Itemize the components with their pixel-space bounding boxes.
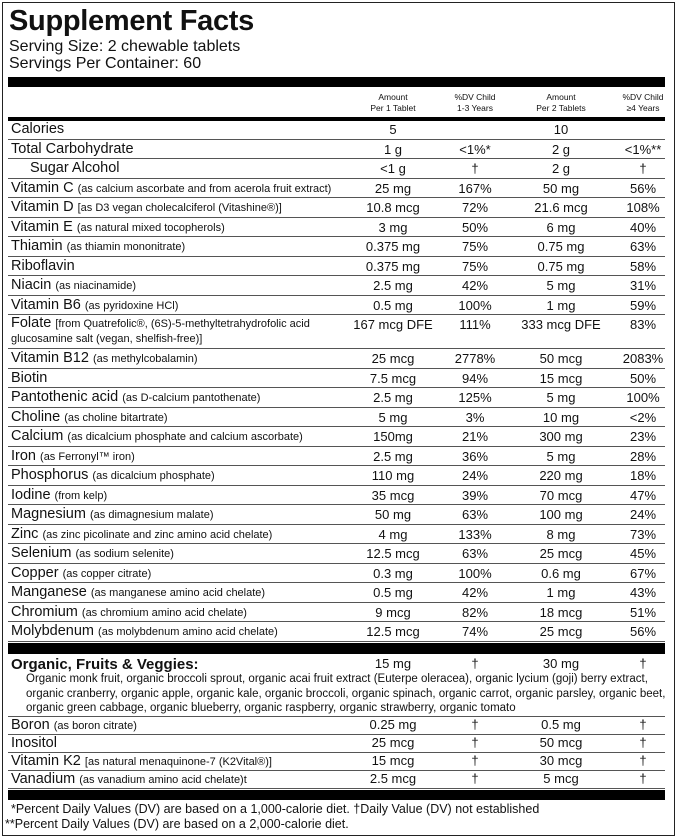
amount-per-1-tablet: 150mg — [373, 429, 413, 444]
amount-per-1-tablet: 4 mg — [378, 526, 408, 542]
dv-child-4plus: 58% — [629, 258, 657, 274]
dv-child-4plus: 108% — [626, 200, 660, 215]
amount-per-2-tablets: 6 mg — [546, 219, 576, 235]
amount-per-1-tablet: 5 — [389, 122, 397, 137]
nutrient-source: [as D3 vegan cholecalciferol (Vitashine®)] — [77, 202, 282, 214]
table-row — [8, 237, 665, 257]
nutrient-source: (as choline bitartrate) — [64, 411, 168, 424]
dv-child-4plus: 73% — [629, 526, 657, 542]
nutrient-name-cell — [11, 219, 225, 237]
nutrient-source: (as niacinamide) — [55, 280, 137, 292]
table-row — [8, 349, 665, 369]
nutrient-source: (as boron citrate) — [53, 720, 137, 732]
table-row — [8, 315, 665, 349]
nutrient-name-cell — [11, 180, 331, 198]
dv-child-1-3: 111% — [459, 317, 491, 332]
table-row — [8, 276, 665, 296]
nutrient-name: Phosphorus — [11, 467, 89, 483]
nutrient-name-cell — [11, 238, 185, 256]
amount-per-2-tablets: 2 g — [551, 161, 571, 176]
table-row — [8, 408, 665, 428]
amount-per-1-tablet: 12.5 mcg — [366, 546, 420, 561]
amount-per-2-tablets: 50 mcg — [539, 351, 583, 366]
nutrient-source: (as sodium selenite) — [75, 548, 174, 560]
amount-per-2-tablets: 50 mcg — [539, 735, 583, 750]
dv-child-1-3: † — [471, 753, 479, 768]
nutrient-source: (as dicalcium phosphate) — [92, 470, 215, 482]
column-header-dv-child-1-3: %DV Child 1-3 Years — [454, 92, 496, 113]
dv-child-1-3: 75% — [461, 258, 489, 274]
thick-divider — [8, 790, 665, 800]
nutrient-name-cell — [11, 199, 282, 217]
thick-divider — [8, 77, 665, 87]
nutrient-name-cell — [11, 258, 75, 275]
nutrient-source: (as molybdenum amino acid chelate) — [98, 626, 278, 638]
nutrient-name: Choline — [11, 408, 61, 425]
table-row — [8, 753, 665, 771]
dv-child-1-3: <1%* — [459, 141, 491, 157]
thick-divider — [8, 643, 665, 654]
nutrient-source: (as chromium amino acid chelate) — [81, 606, 247, 619]
amount-per-2-tablets: 25 mcg — [539, 624, 583, 639]
amount-per-2-tablets: 1 mg — [546, 585, 576, 600]
amount-per-1-tablet: 0.3 mg — [373, 565, 413, 581]
dv-child-4plus: 67% — [629, 565, 657, 581]
nutrient-source: [from Quatrefolic®, (6S)-5-methyltetrahydrofolic acid glucosamine salt (vegan, shelfish-free)] — [11, 318, 310, 345]
amount-per-1-tablet: 25 mg — [374, 180, 412, 196]
nutrient-name-cell — [11, 141, 134, 158]
amount-per-2-tablets: 0.75 mg — [537, 258, 585, 274]
nutrient-name: Calcium — [11, 428, 64, 444]
nutrient-name: Pantothenic acid — [11, 389, 119, 405]
amount-per-1-tablet: 25 mcg — [371, 735, 415, 750]
amount-per-1-tablet: 2.5 mg — [373, 278, 413, 293]
dv-child-1-3: 3% — [465, 409, 485, 425]
table-row — [8, 447, 665, 467]
amount-per-1-tablet: 2.5 mg — [373, 448, 413, 464]
table-row — [8, 218, 665, 238]
dv-child-1-3: 100% — [458, 565, 492, 581]
dv-child-1-3: † — [471, 717, 479, 732]
amount-per-1-tablet: 10.8 mcg — [366, 200, 420, 215]
column-header-amount-1: Amount Per 1 Tablet — [370, 92, 416, 113]
table-row — [8, 525, 665, 545]
dv-child-4plus: 56% — [629, 624, 657, 639]
amount-per-2-tablets: 25 mcg — [539, 546, 583, 561]
nutrient-name: Manganese — [11, 584, 87, 600]
dv-child-1-3: 125% — [458, 390, 492, 405]
nutrient-source: (as vanadium amino acid chelate)t — [79, 774, 247, 786]
footnote-1: *Percent Daily Values (DV) are based on a 1,000-calorie diet. †Daily Value (DV) not established — [11, 802, 540, 816]
table-row — [8, 120, 665, 140]
nutrient-name-cell — [30, 160, 119, 177]
nutrient-name: Sugar Alcohol — [30, 160, 120, 176]
nutrient-table — [8, 120, 665, 642]
nutrient-name: Riboflavin — [11, 257, 75, 274]
nutrient-source: (as Ferronyl™ iron) — [40, 450, 135, 463]
nutrient-name-cell — [11, 771, 247, 788]
nutrient-name: Vitamin D — [11, 199, 74, 215]
table-row — [8, 603, 665, 623]
nutrient-name: Inositol — [11, 735, 57, 751]
amount-per-2-tablets: 0.5 mg — [541, 717, 581, 732]
amount-per-1-tablet: 2.5 mg — [373, 390, 413, 405]
amount-per-2-tablets: 2 g — [551, 141, 571, 157]
nutrient-source: (as dicalcium phosphate and calcium ascorbate) — [67, 431, 303, 443]
nutrient-name: Magnesium — [11, 506, 86, 522]
table-row — [8, 466, 665, 486]
nutrient-name: Niacin — [11, 277, 52, 293]
dv-child-4plus: 28% — [629, 448, 657, 464]
nutrient-name: Folate — [11, 315, 52, 331]
organic-blend-name: Organic, Fruits & Veggies: — [11, 656, 199, 673]
nutrient-name-cell — [11, 316, 356, 346]
table-row — [8, 179, 665, 199]
amount-per-1-tablet: 0.375 mg — [365, 258, 421, 274]
dv-child-4plus: † — [639, 753, 647, 768]
dv-child-4plus: 43% — [629, 585, 657, 600]
dv-child-4plus: † — [639, 735, 647, 750]
column-header-amount-2: Amount Per 2 Tablets — [536, 92, 586, 113]
nutrient-name: Biotin — [11, 369, 48, 386]
nutrient-name: Boron — [11, 717, 50, 733]
dv-child-4plus: 2083% — [622, 351, 664, 366]
dv-child-1-3: 72% — [461, 200, 489, 215]
dv-child-4plus: 100% — [626, 390, 660, 405]
dv-child-4plus: 45% — [629, 546, 657, 561]
dv-child-4plus: † — [639, 717, 647, 732]
dv-child-4plus: † — [639, 771, 647, 786]
amount-per-1-tablet: 1 g — [383, 141, 403, 157]
dv-child-1-3: 75% — [461, 239, 489, 254]
nutrient-name-cell — [11, 370, 47, 387]
table-row — [8, 735, 665, 753]
dv-child-4plus: 18% — [629, 468, 657, 483]
table-row — [8, 505, 665, 525]
dv-child-4plus: 47% — [629, 487, 657, 503]
organic-blend-row — [8, 655, 665, 717]
amount-per-1-tablet: 110 mg — [371, 468, 415, 483]
dv-child-4plus: 51% — [629, 604, 657, 620]
nutrient-name-cell — [11, 717, 137, 734]
nutrient-name-cell — [11, 735, 57, 751]
table-row — [8, 622, 665, 642]
nutrient-name-cell — [11, 121, 64, 138]
amount-per-1-tablet: 15 mcg — [371, 753, 415, 768]
amount-per-2-tablets: 220 mg — [539, 468, 583, 483]
nutrient-name: Vitamin K2 — [11, 753, 81, 769]
amount-per-2-tablets: 100 mg — [539, 507, 583, 522]
amount-per-1-tablet: 0.5 mg — [373, 297, 413, 313]
amount-per-1-tablet: 25 mcg — [371, 351, 415, 366]
nutrient-source: (as calcium ascorbate and from acerola fruit extract) — [77, 182, 332, 195]
amount-per-1-tablet: 7.5 mcg — [369, 370, 417, 386]
dv-child-4plus: † — [639, 656, 647, 671]
nutrient-name-cell — [11, 753, 272, 770]
nutrient-name-cell — [11, 277, 136, 295]
nutrient-source: [as natural menaquinone-7 (K2Vital®)] — [84, 756, 272, 768]
dv-child-1-3: 133% — [458, 526, 492, 542]
nutrient-name-cell — [11, 565, 151, 583]
nutrient-source: (as natural mixed tocopherols) — [76, 221, 225, 234]
amount-per-1-tablet: 0.5 mg — [373, 585, 413, 600]
amount-per-2-tablets: 15 mcg — [539, 370, 583, 386]
dv-child-1-3: 74% — [461, 624, 489, 639]
amount-per-1-tablet: 0.25 mg — [369, 717, 417, 732]
amount-per-2-tablets: 5 mg — [546, 390, 576, 405]
amount-per-1-tablet: 167 mcg DFE — [353, 317, 433, 332]
table-row — [8, 564, 665, 584]
nutrient-name-cell — [11, 487, 107, 505]
nutrient-source: (as pyridoxine HCl) — [84, 299, 179, 312]
table-row — [8, 388, 665, 408]
dv-child-4plus: <2% — [629, 409, 657, 425]
table-row — [8, 140, 665, 160]
dv-child-1-3: 50% — [461, 219, 489, 235]
amount-per-2-tablets: 300 mg — [539, 429, 583, 444]
amount-per-2-tablets: 0.6 mg — [541, 565, 581, 581]
amount-per-2-tablets: 5 mg — [546, 448, 576, 464]
dv-child-4plus: 24% — [629, 507, 657, 522]
nutrient-source: (as copper citrate) — [62, 567, 152, 580]
nutrient-name: Chromium — [11, 603, 78, 620]
amount-per-2-tablets: 8 mg — [546, 526, 576, 542]
nutrient-source: (as D-calcium pantothenate) — [122, 392, 261, 404]
dv-child-4plus: <1%** — [624, 141, 662, 157]
dv-child-1-3: 21% — [461, 429, 489, 444]
nutrient-name-cell — [11, 428, 303, 446]
column-header-dv-child-4plus: %DV Child ≥4 Years — [622, 92, 664, 113]
dv-child-1-3: 39% — [461, 487, 489, 503]
dv-child-1-3: 42% — [461, 278, 489, 293]
nutrient-table-extra — [8, 717, 665, 789]
nutrient-name: Vitamin E — [11, 218, 73, 235]
dv-child-4plus: 50% — [629, 370, 657, 386]
amount-per-2-tablets: 21.6 mcg — [534, 200, 588, 215]
dv-child-4plus: 59% — [629, 297, 657, 313]
table-row — [8, 257, 665, 277]
nutrient-name: Vitamin B6 — [11, 296, 81, 313]
table-row — [8, 486, 665, 506]
table-row — [8, 427, 665, 447]
nutrient-name-cell — [11, 409, 168, 427]
nutrient-name: Selenium — [11, 545, 72, 561]
amount-per-2-tablets: 5 mcg — [543, 771, 579, 786]
amount-per-1-tablet: 15 mg — [374, 656, 412, 671]
nutrient-name-cell — [11, 623, 278, 641]
table-row — [8, 369, 665, 389]
nutrient-name: Calories — [11, 121, 65, 137]
serving-size: Serving Size: 2 chewable tablets — [9, 38, 241, 55]
nutrient-source: (as zinc picolinate and zinc amino acid chelate) — [42, 528, 273, 541]
amount-per-2-tablets: 30 mg — [542, 656, 580, 671]
dv-child-1-3: 42% — [461, 585, 489, 600]
dv-child-1-3: 82% — [461, 604, 489, 620]
nutrient-name-cell — [11, 467, 215, 485]
dv-child-4plus: 23% — [629, 429, 657, 444]
amount-per-1-tablet: 35 mcg — [371, 487, 415, 503]
nutrient-name-cell — [11, 297, 178, 315]
table-row — [8, 198, 665, 218]
table-row — [8, 159, 665, 179]
dv-child-4plus: 63% — [629, 239, 657, 254]
amount-per-1-tablet: <1 g — [380, 161, 406, 176]
nutrient-name: Thiamin — [11, 238, 63, 254]
dv-child-4plus: † — [639, 161, 647, 176]
amount-per-2-tablets: 70 mcg — [539, 487, 583, 503]
nutrient-name: Molybdenum — [11, 623, 95, 639]
table-row — [8, 544, 665, 564]
table-row — [8, 296, 665, 316]
table-row — [8, 717, 665, 735]
amount-per-1-tablet: 5 mg — [378, 409, 408, 425]
dv-child-4plus: 31% — [629, 278, 657, 293]
amount-per-1-tablet: 2.5 mcg — [369, 771, 417, 786]
nutrient-name-cell — [11, 526, 272, 544]
nutrient-name: Vitamin B12 — [11, 350, 89, 366]
nutrient-name: Iodine — [11, 486, 51, 503]
amount-per-2-tablets: 10 — [553, 122, 569, 137]
nutrient-source: (as thiamin mononitrate) — [66, 241, 186, 253]
nutrient-name-cell — [11, 506, 213, 524]
amount-per-2-tablets: 50 mg — [542, 180, 580, 196]
servings-per-container: Servings Per Container: 60 — [9, 55, 202, 72]
amount-per-2-tablets: 18 mcg — [539, 604, 583, 620]
nutrient-name: Copper — [11, 564, 59, 581]
amount-per-1-tablet: 12.5 mcg — [366, 624, 420, 639]
dv-child-1-3: † — [471, 735, 479, 750]
dv-child-1-3: 36% — [461, 448, 489, 464]
dv-child-4plus: 83% — [629, 317, 657, 332]
dv-child-1-3: 100% — [458, 297, 492, 313]
dv-child-4plus: 56% — [629, 180, 657, 196]
amount-per-1-tablet: 0.375 mg — [365, 239, 421, 254]
nutrient-name: Vanadium — [11, 771, 76, 787]
amount-per-2-tablets: 10 mg — [542, 409, 580, 425]
amount-per-2-tablets: 1 mg — [546, 297, 576, 313]
amount-per-2-tablets: 30 mcg — [539, 753, 583, 768]
nutrient-source: (as dimagnesium malate) — [89, 509, 214, 521]
nutrient-source: (as manganese amino acid chelate) — [90, 587, 266, 599]
dv-child-1-3: 167% — [458, 180, 492, 196]
amount-per-2-tablets: 0.75 mg — [537, 239, 585, 254]
amount-per-1-tablet: 9 mcg — [375, 604, 411, 620]
nutrient-name: Iron — [11, 447, 36, 464]
dv-child-1-3: 94% — [461, 370, 489, 386]
amount-per-2-tablets: 333 mcg DFE — [521, 317, 601, 332]
dv-child-1-3: 63% — [461, 546, 489, 561]
nutrient-name-cell — [11, 604, 247, 622]
dv-child-1-3: † — [471, 161, 479, 176]
nutrient-source: (from kelp) — [54, 489, 108, 502]
amount-per-2-tablets: 5 mg — [546, 278, 576, 293]
organic-blend-ingredients: Organic monk fruit, organic broccoli sprout, organic acai fruit extract (Euterpe oleracea), organic lycium (goji) berry extract, organic cranberry, organic apple, organic kale, organic broccoli, organic spinach, organic carrot, organic parsley, organic beet, organic green cabbage, organic blueberry, organic raspberry, organic strawberry, organic tomato — [26, 673, 666, 714]
nutrient-name: Zinc — [11, 525, 39, 542]
amount-per-1-tablet: 3 mg — [378, 219, 408, 235]
dv-child-1-3: 63% — [461, 507, 489, 522]
table-row — [8, 583, 665, 603]
nutrient-name: Total Carbohydrate — [11, 140, 134, 157]
nutrient-name-cell — [11, 448, 135, 466]
nutrient-name-cell — [11, 584, 265, 602]
nutrient-source: (as methylcobalamin) — [92, 353, 198, 365]
nutrient-name: Vitamin C — [11, 179, 74, 196]
nutrient-name-cell — [11, 350, 198, 368]
nutrient-name-cell — [11, 389, 260, 407]
amount-per-1-tablet: 50 mg — [374, 507, 412, 522]
dv-child-1-3: † — [471, 656, 479, 671]
nutrient-name-cell — [11, 545, 174, 563]
dv-child-1-3: † — [471, 771, 479, 786]
panel-title: Supplement Facts — [9, 5, 254, 37]
dv-child-4plus: 40% — [629, 219, 657, 235]
dv-child-1-3: 2778% — [454, 351, 496, 366]
footnote-2: **Percent Daily Values (DV) are based on a 2,000-calorie diet. — [5, 817, 349, 831]
table-row — [8, 771, 665, 789]
dv-child-1-3: 24% — [461, 468, 489, 483]
